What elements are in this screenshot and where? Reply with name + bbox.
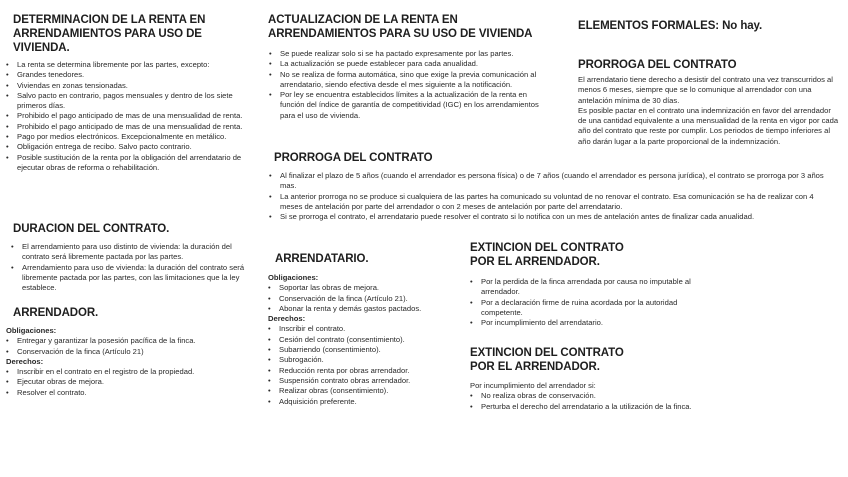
heading-arrendador: ARRENDADOR. — [13, 307, 99, 319]
paragraph-desistimiento: El arrendatario tiene derecho a desistir del contrato una vez transcurridos al menos 6 meses, siempre que se lo comunique al arrendador con una antelación mínima de 30 días. — [578, 75, 833, 105]
intro-extincion-2: Por incumplimiento del arrendador si: — [470, 381, 596, 390]
list-item: • Por ley se encuentra establecidos límites a la actualización de la renta en función del índice de garantía de competitividad (IGC) en los arrendamientos para el uso de vivienda. — [269, 90, 549, 121]
section-duracion-contrato — [13, 222, 261, 293]
list-item: • No se realiza de forma automática, sino que exige la previa comunicación al arrendatario, siendo efectiva desde el mes siguiente a la notificación. — [269, 70, 549, 91]
list-item: • Por incumplimiento del arrendatario. — [470, 318, 720, 328]
list-item: • Adquisición preferente. — [268, 397, 468, 407]
list-prorroga-contrato — [269, 171, 829, 222]
list-actualizacion-renta — [269, 49, 549, 121]
list-item: • Realizar obras (consentimiento). — [268, 386, 468, 396]
list-item: • Reducción renta por obras arrendador. — [268, 366, 468, 376]
heading-extincion-2: EXTINCION DEL CONTRATO POR EL ARRENDADOR. — [470, 347, 624, 373]
list-derechos-arrendador — [6, 367, 256, 398]
list-item: • Por a declaración firme de ruina acordada por la autoridad competente. — [470, 298, 720, 319]
list-obligaciones-arrendador — [6, 336, 256, 357]
list-item: • Abonar la renta y demás gastos pactados. — [268, 304, 468, 314]
list-item: • Perturba el derecho del arrendatario a la utilización de la finca. — [470, 402, 720, 412]
list-item: • Prohibido el pago anticipado de mas de una mensualidad de renta. — [6, 122, 261, 132]
heading-actualizacion-renta: ACTUALIZACION DE LA RENTA EN ARRENDAMIENTOS PARA SU USO DE VIVIENDA — [268, 14, 533, 40]
list-item: • Entregar y garantizar la posesión pacífica de la finca. — [6, 336, 256, 346]
list-item: • Inscribir el contrato. — [268, 324, 468, 334]
heading-prorroga-desistimiento: PRORROGA DEL CONTRATO — [578, 59, 737, 71]
list-item: • Subrogación. — [268, 355, 468, 365]
heading-duracion-contrato: DURACION DEL CONTRATO. — [13, 223, 170, 235]
list-duracion-contrato — [11, 242, 261, 293]
list-extincion-1 — [470, 277, 720, 328]
heading-arrendatario: ARRENDATARIO. — [275, 253, 369, 265]
obligaciones-label: Obligaciones: — [268, 273, 319, 282]
derechos-label: Derechos: — [6, 356, 44, 366]
list-item: • Al finalizar el plazo de 5 años (cuando el arrendador es persona física) o de 7 años (cuando el arrendador es persona jurídica), el contrato se prorroga por 3 años mas. — [269, 171, 829, 192]
list-item: • Conservación de la finca (Artículo 21) — [6, 347, 256, 357]
section-prorroga-contrato — [268, 151, 840, 222]
heading-determinacion-renta: DETERMINACION DE LA RENTA EN ARRENDAMIENTOS PARA USO DE VIVIENDA. — [13, 14, 206, 54]
list-item: • Pago por medios electrónicos. Excepcionalmente en metálico. — [6, 132, 261, 142]
list-obligaciones-arrendatario — [268, 283, 468, 314]
section-determinacion-renta — [13, 13, 261, 173]
derechos-label: Derechos: — [268, 314, 306, 324]
section-prorroga-desistimiento — [578, 58, 840, 147]
paragraph-indemnizacion: Es posible pactar en el contrato una indemnización en favor del arrendador de una cantidad equivalente a una mensualidad de la renta en vigor por cada año del contrato que reste por cumplir. Los periodos de tiempo inferiores al año darán lugar a la parte proporcional de la indemnización. — [578, 105, 839, 146]
elementos-formales: ELEMENTOS FORMALES: No hay. — [578, 20, 763, 32]
list-item: • El arrendamiento para uso distinto de vivienda: la duración del contrato será libremente pactada por las partes. — [11, 242, 261, 263]
section-arrendador — [6, 306, 256, 398]
list-item: • Arrendamiento para uso de vivienda: la duración del contrato será libremente pactada por las partes, con las limitaciones que la ley establece. — [11, 263, 261, 294]
list-item: • La anterior prorroga no se produce si cualquiera de las partes ha comunicado su voluntad de no renovar el contrato. Esa comunicación se ha de realizar con 4 meses de antelación por parte del arrendador o con 2 meses de antelación por parte del arrendatario. — [269, 192, 829, 213]
list-item: • Viviendas en zonas tensionadas. — [6, 81, 261, 91]
list-item: • Salvo pacto en contrario, pagos mensuales y dentro de los siete primeros días. — [6, 91, 261, 112]
section-arrendatario — [268, 252, 468, 407]
list-derechos-arrendatario — [268, 324, 468, 406]
list-item: • Ejecutar obras de mejora. — [6, 377, 256, 387]
obligaciones-label: Obligaciones: — [6, 326, 57, 335]
list-item: • Soportar las obras de mejora. — [268, 283, 468, 293]
list-item: • Subarriendo (consentimiento). — [268, 345, 468, 355]
list-item: • Conservación de la finca (Artículo 21). — [268, 294, 468, 304]
heading-prorroga-contrato: PRORROGA DEL CONTRATO — [274, 152, 433, 164]
list-item: • Grandes tenedores. — [6, 70, 261, 80]
list-item: • Resolver el contrato. — [6, 388, 256, 398]
section-actualizacion-renta — [268, 13, 563, 121]
list-item: • Obligación entrega de recibo. Salvo pacto contrario. — [6, 142, 261, 152]
list-item: • La actualización se puede establecer para cada anualidad. — [269, 59, 549, 69]
list-determinacion-renta — [6, 60, 261, 173]
list-item: • Si se prorroga el contrato, el arrendatario puede resolver el contrato si lo notifica con un mes de antelación antes de finalizar cada anualidad. — [269, 212, 829, 222]
list-item: • Cesión del contrato (consentimiento). — [268, 335, 468, 345]
section-extincion-arrendador-1 — [470, 241, 730, 328]
list-item: • La renta se determina libremente por las partes, excepto: — [6, 60, 261, 70]
list-extincion-2 — [470, 391, 720, 412]
list-item: • Prohibido el pago anticipado de mas de una mensualidad de renta. — [6, 111, 261, 121]
section-extincion-arrendador-2 — [470, 346, 730, 412]
list-item: • Por la perdida de la finca arrendada por causa no imputable al arrendador. — [470, 277, 720, 298]
list-item: • Se puede realizar solo si se ha pactado expresamente por las partes. — [269, 49, 549, 59]
list-item: • Posible sustitución de la renta por la obligación del arrendatario de ejecutar obras de reforma o rehabilitación. — [6, 153, 261, 174]
list-item: • No realiza obras de conservación. — [470, 391, 720, 401]
heading-extincion-1: EXTINCION DEL CONTRATO POR EL ARRENDADOR. — [470, 242, 624, 268]
list-item: • Suspensión contrato obras arrendador. — [268, 376, 468, 386]
list-item: • Inscribir en el contrato en el registro de la propiedad. — [6, 367, 256, 377]
